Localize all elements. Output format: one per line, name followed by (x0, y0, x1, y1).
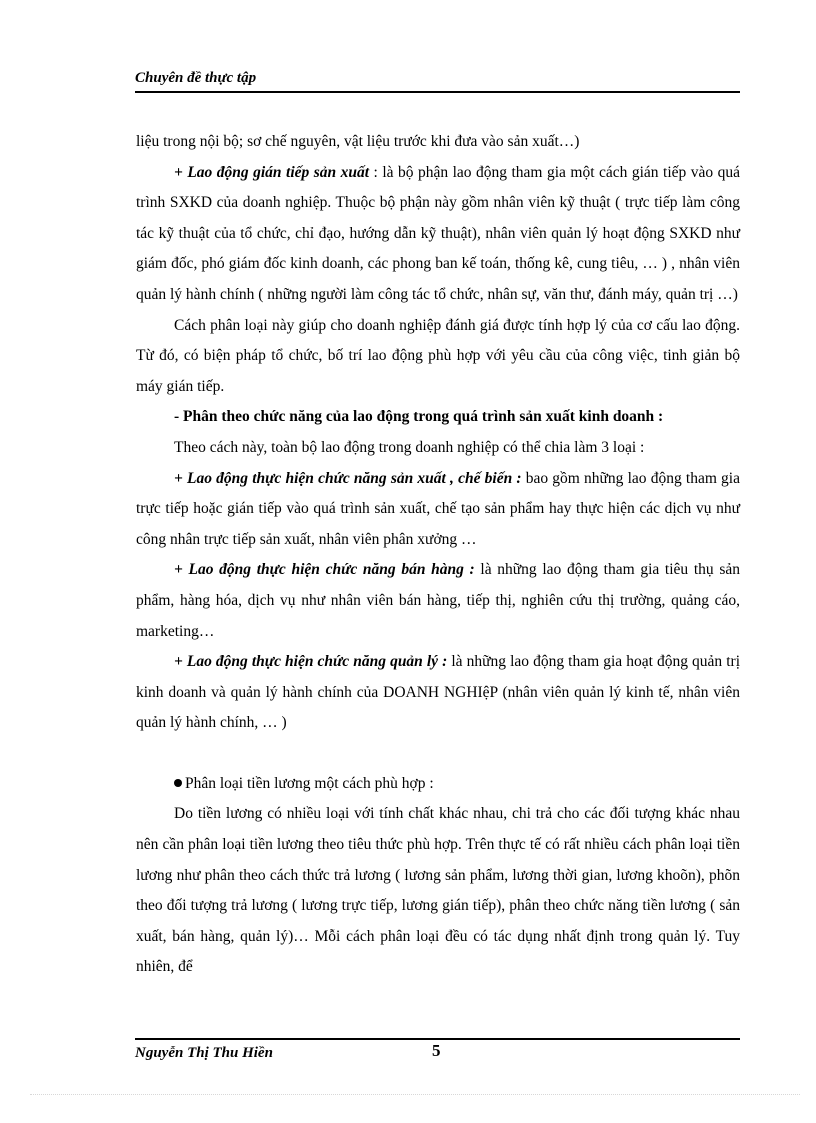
paragraph-4-heading: - Phân theo chức năng của lao động trong quá trình sản xuất kinh doanh : (174, 408, 664, 426)
paragraph-8-text: là những lao động tham gia hoạt động quản trị kinh doanh và quản lý hành chính của DOANH NGHIệP (nhân viên quản lý kinh tế, nhân viên quản lý hành chính, … ) (136, 653, 741, 732)
paragraph-6-label: + Lao động thực hiện chức năng sản xuất , chế biến : (174, 469, 522, 487)
paragraph-6 (136, 464, 740, 556)
paragraph-2-text: : là bộ phận lao động tham gia một cách gián tiếp vào quá trình SXKD của doanh nghiệp. Thuộc bộ phận này gồm nhân viên kỹ thuật ( trực tiếp làm công tác kỹ thuật của tổ chức, chỉ đạo, hướng dẫn kỹ thuật), nhân viên quản lý hoạt động SXKD như giám đốc, phó giám đốc kinh doanh, các phong ban kế toán, thống kê, cung tiêu, … ) , nhân viên quản lý hành chính ( những người làm công tác tổ chức, nhân sự, văn thư, đánh máy, quản trị …) (136, 163, 740, 303)
paragraph-8 (136, 647, 740, 739)
header-rule (135, 91, 740, 93)
bullet-text: Phân loại tiền lương một cách phù hợp : (185, 774, 434, 792)
page-header (135, 68, 740, 93)
paragraph-8-label: + Lao động thực hiện chức năng quản lý : (174, 653, 448, 671)
paragraph-2-label: + Lao động gián tiếp sản xuất (174, 163, 370, 181)
paragraph-6-text: bao gồm những lao động tham gia trực tiếp hoặc gián tiếp vào quá trình sản xuất, chế tạo sản phẩm hay thực hiện các dịch vụ như công nhân trực tiếp sản xuất, nhân viên phân xưởng … (136, 469, 740, 548)
header-title: Chuyên đề thực tập (135, 70, 257, 86)
page-footer (135, 1038, 740, 1067)
paragraph-gap (136, 739, 740, 769)
paragraph-9: Do tiền lương có nhiều loại với tính chất khác nhau, chi trả cho các đối tượng khác nhau nên cần phân loại tiền lương theo tiêu thức phù hợp. Trên thực tế có rất nhiều cách phân loại tiền lương như phân theo cách thức trả lương ( lương sản phẩm, lương thời gian, lương khoõn), phõn theo đối tượng trả lương ( lương trực tiếp, lương gián tiếp), phân theo chức năng tiền lương ( sản xuất, bán hàng, quản lý)… Mỗi cách phân loại đều có tác dụng nhất định trong quản lý. Tuy nhiên, để (136, 805, 740, 976)
paragraph-3: Cách phân loại này giúp cho doanh nghiệp đánh giá được tính hợp lý của cơ cấu lao động. Từ đó, có biện pháp tổ chức, bố trí lao động phù hợp với yêu cầu của công việc, tinh giản bộ máy gián tiếp. (136, 316, 740, 395)
paragraph-7 (136, 555, 740, 647)
paragraph-7-text: là những lao động tham gia tiêu thụ sản phẩm, hàng hóa, dịch vụ như nhân viên bán hàng, tiếp thị, nghiên cứu thị trường, quảng cáo, marketing… (136, 561, 740, 640)
bullet-icon (174, 779, 182, 787)
page-number: 5 (432, 1041, 441, 1060)
bullet-item (136, 769, 740, 800)
paragraph-5: Theo cách này, toàn bộ lao động trong doanh nghiệp có thể chia làm 3 loại : (174, 438, 645, 456)
footer-row (135, 1041, 740, 1067)
footer-rule (135, 1038, 740, 1040)
paragraph-2 (136, 158, 740, 311)
paragraph-1: liệu trong nội bộ; sơ chế nguyên, vật liệu trước khi đưa vào sản xuất…) (136, 133, 580, 150)
footer-author: Nguyễn Thị Thu Hiền (135, 1045, 273, 1061)
document-body (136, 127, 740, 983)
paragraph-7-label: + Lao động thực hiện chức năng bán hàng : (174, 561, 475, 579)
page-edge-dots (30, 1094, 800, 1095)
